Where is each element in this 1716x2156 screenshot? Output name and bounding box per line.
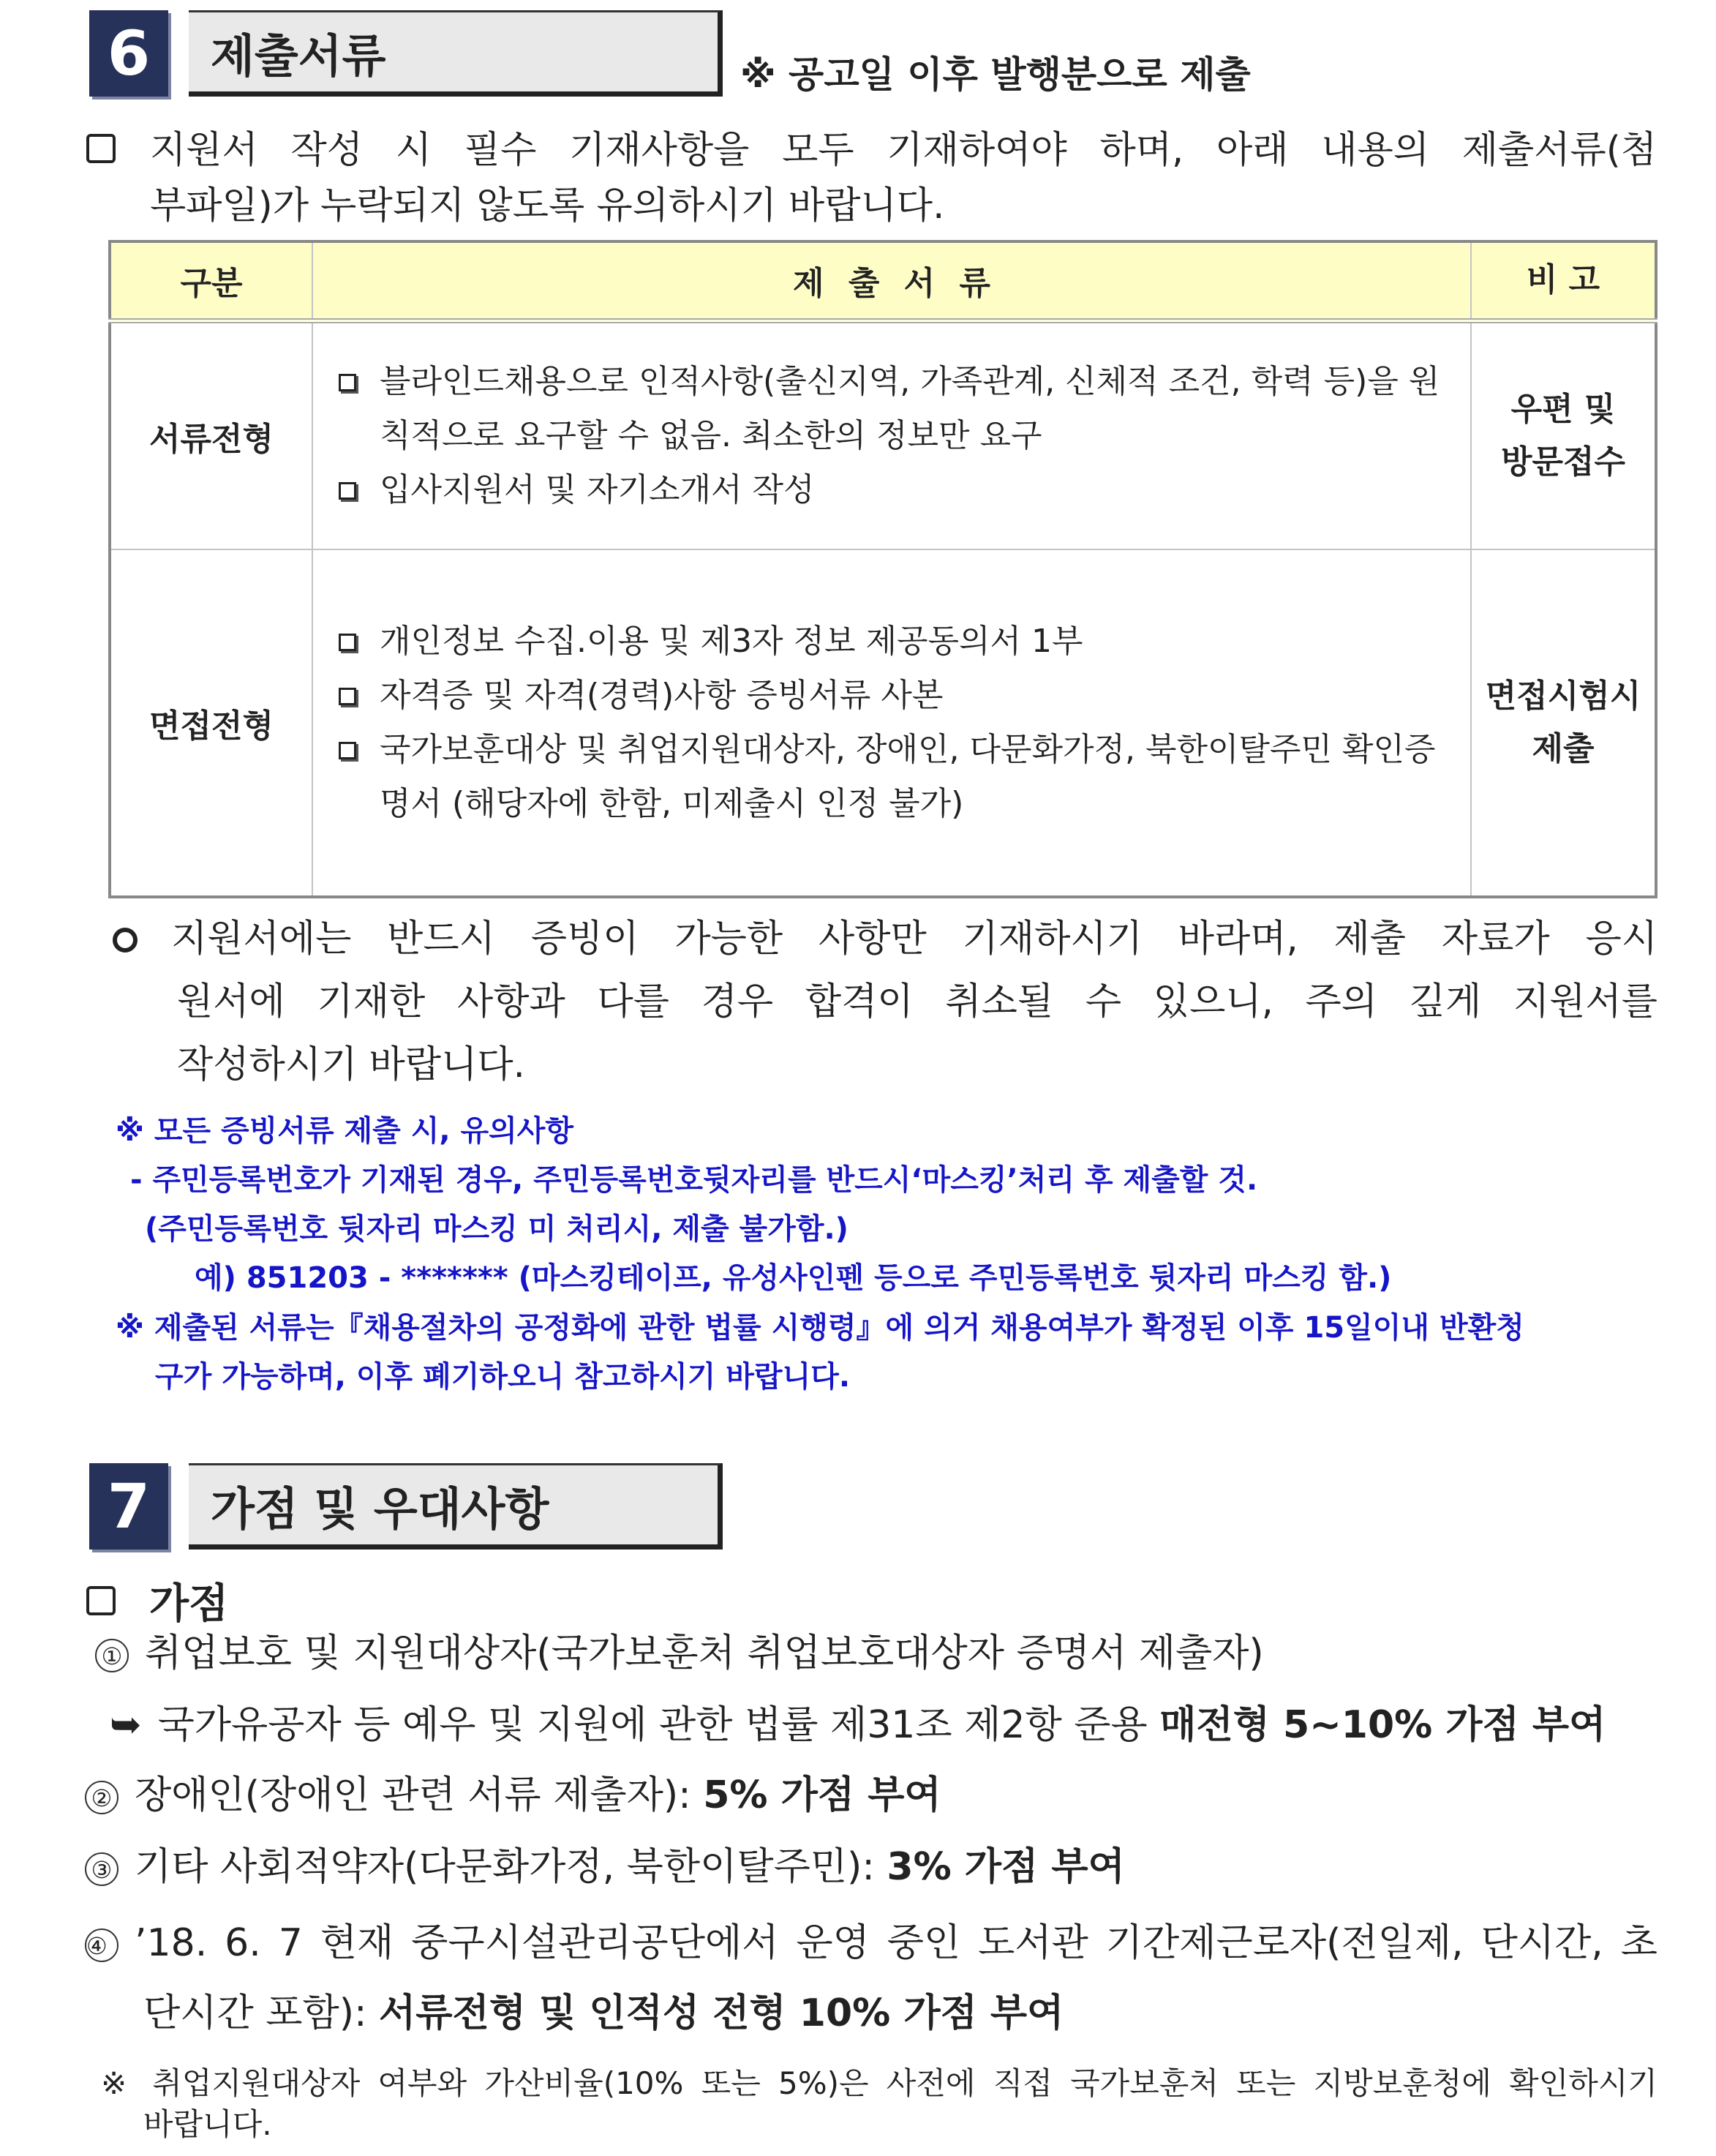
- list-item: 블라인드채용으로 인적사항(출신지역, 가족관계, 신체적 조건, 학력 등)을 원칙적으로 요구할 수 없음. 최소한의 정보만 요구: [339, 355, 1464, 463]
- section-7-title: 가점 및 우대사항: [189, 1463, 723, 1550]
- footnote-line-2: 바랍니다.: [143, 2106, 272, 2142]
- list-item: ④ ’18. 6. 7 현재 중구시설관리공단에서 운영 중인 도서관 기간제근로자(전일제, 단시간, 초: [86, 1921, 1657, 1965]
- documents-table: [108, 240, 1657, 898]
- checkbox-bullet-icon: [339, 688, 356, 705]
- list-item: ② 장애인(장애인 관련 서류 제출자): 5% 가점 부여: [85, 1766, 941, 1825]
- header-documents: 제 출 서 류: [312, 241, 1471, 320]
- blue-note: 구가 가능하며, 이후 폐기하오니 참고하시기 바랍니다.: [155, 1360, 851, 1394]
- row-items: [312, 549, 1471, 897]
- list-item-continuation: 단시간 포함): 서류전형 및 인적성 전형 10% 가점 부여: [143, 1991, 1064, 2035]
- blue-note: ※ 모든 증빙서류 제출 시, 유의사항: [116, 1114, 574, 1148]
- header-category: 구분: [110, 241, 312, 320]
- warn-line-3: 작성하시기 바랍니다.: [177, 1043, 525, 1086]
- warn-line-1: 지원서에는 반드시 증빙이 가능한 사항만 기재하시기 바라며, 제출 자료가 응시: [171, 917, 1657, 961]
- list-item: 입사지원서 및 자기소개서 작성: [339, 463, 1464, 517]
- blue-note: - 주민등록번호가 기재된 경우, 주민등록번호뒷자리를 반드시‘마스킹’처리 후 제출할 것.: [130, 1163, 1258, 1197]
- list-item: 개인정보 수집.이용 및 제3자 정보 제공동의서 1부: [339, 615, 1464, 669]
- circle-bullet-icon: [113, 928, 138, 953]
- warn-line-2: 원서에 기재한 사항과 다를 경우 합격이 취소될 수 있으니, 주의 깊게 지원서를: [177, 980, 1657, 1023]
- list-item: ③ 기타 사회적약자(다문화가정, 북한이탈주민): 3% 가점 부여: [85, 1838, 1125, 1896]
- section-6-title: 제출서류: [189, 10, 723, 97]
- intro-line-2: 부파일)가 누락되지 않도록 유의하시기 바랍니다.: [150, 184, 945, 228]
- intro-line-1: 지원서 작성 시 필수 기재사항을 모두 기재하여야 하며, 아래 내용의 제출서류(첨: [150, 129, 1657, 172]
- header-note: 비 고: [1471, 241, 1656, 320]
- row-category: 면접전형: [110, 549, 312, 897]
- checkbox-bullet-icon: [339, 374, 356, 391]
- table-header-row: [110, 241, 1656, 320]
- checkbox-bullet-icon: [339, 634, 356, 651]
- arrow-icon: ➥: [110, 1703, 142, 1747]
- section-7-number: 7: [89, 1463, 168, 1550]
- section-7-subtitle: 가점: [149, 1580, 229, 1628]
- list-item: ① 취업보호 및 지원대상자(국가보훈처 취업보호대상자 증명서 제출자): [95, 1624, 1264, 1683]
- checkbox-icon: [86, 134, 116, 163]
- table-row: [110, 549, 1656, 897]
- row-note: 우편 및 방문접수: [1471, 320, 1656, 549]
- row-items: [312, 320, 1471, 549]
- row-note: 면접시험시 제출: [1471, 549, 1656, 897]
- list-item: 자격증 및 자격(경력)사항 증빙서류 사본: [339, 669, 1464, 723]
- list-item: 국가보훈대상 및 취업지원대상자, 장애인, 다문화가정, 북한이탈주민 확인증명서 (해당자에 한함, 미제출시 인정 불가): [339, 723, 1464, 831]
- table-row: [110, 320, 1656, 549]
- blue-note: 예) 851203 - ******* (마스킹테이프, 유성사인펜 등으로 주민등록번호 뒷자리 마스킹 함.): [195, 1261, 1392, 1295]
- checkbox-icon: [86, 1586, 116, 1615]
- submission-notice: ※ 공고일 이후 발행분으로 제출: [740, 53, 1251, 96]
- checkbox-bullet-icon: [339, 742, 356, 759]
- footnote-line-1: ※ 취업지원대상자 여부와 가산비율(10% 또는 5%)은 사전에 직접 국가보훈처 또는 지방보훈청에 확인하시기: [101, 2065, 1657, 2101]
- blue-note: (주민등록번호 뒷자리 마스킹 미 처리시, 제출 불가함.): [145, 1212, 848, 1246]
- section-6-number: 6: [89, 10, 168, 97]
- blue-note: ※ 제출된 서류는『채용절차의 공정화에 관한 법률 시행령』에 의거 채용여부가 확정된 이후 15일이내 반환청: [116, 1311, 1524, 1345]
- list-item: ➥ 국가유공자 등 예우 및 지원에 관한 법률 제31조 제2항 준용 매전형 5~10% 가점 부여: [110, 1703, 1606, 1747]
- checkbox-bullet-icon: [339, 482, 356, 500]
- row-category: 서류전형: [110, 320, 312, 549]
